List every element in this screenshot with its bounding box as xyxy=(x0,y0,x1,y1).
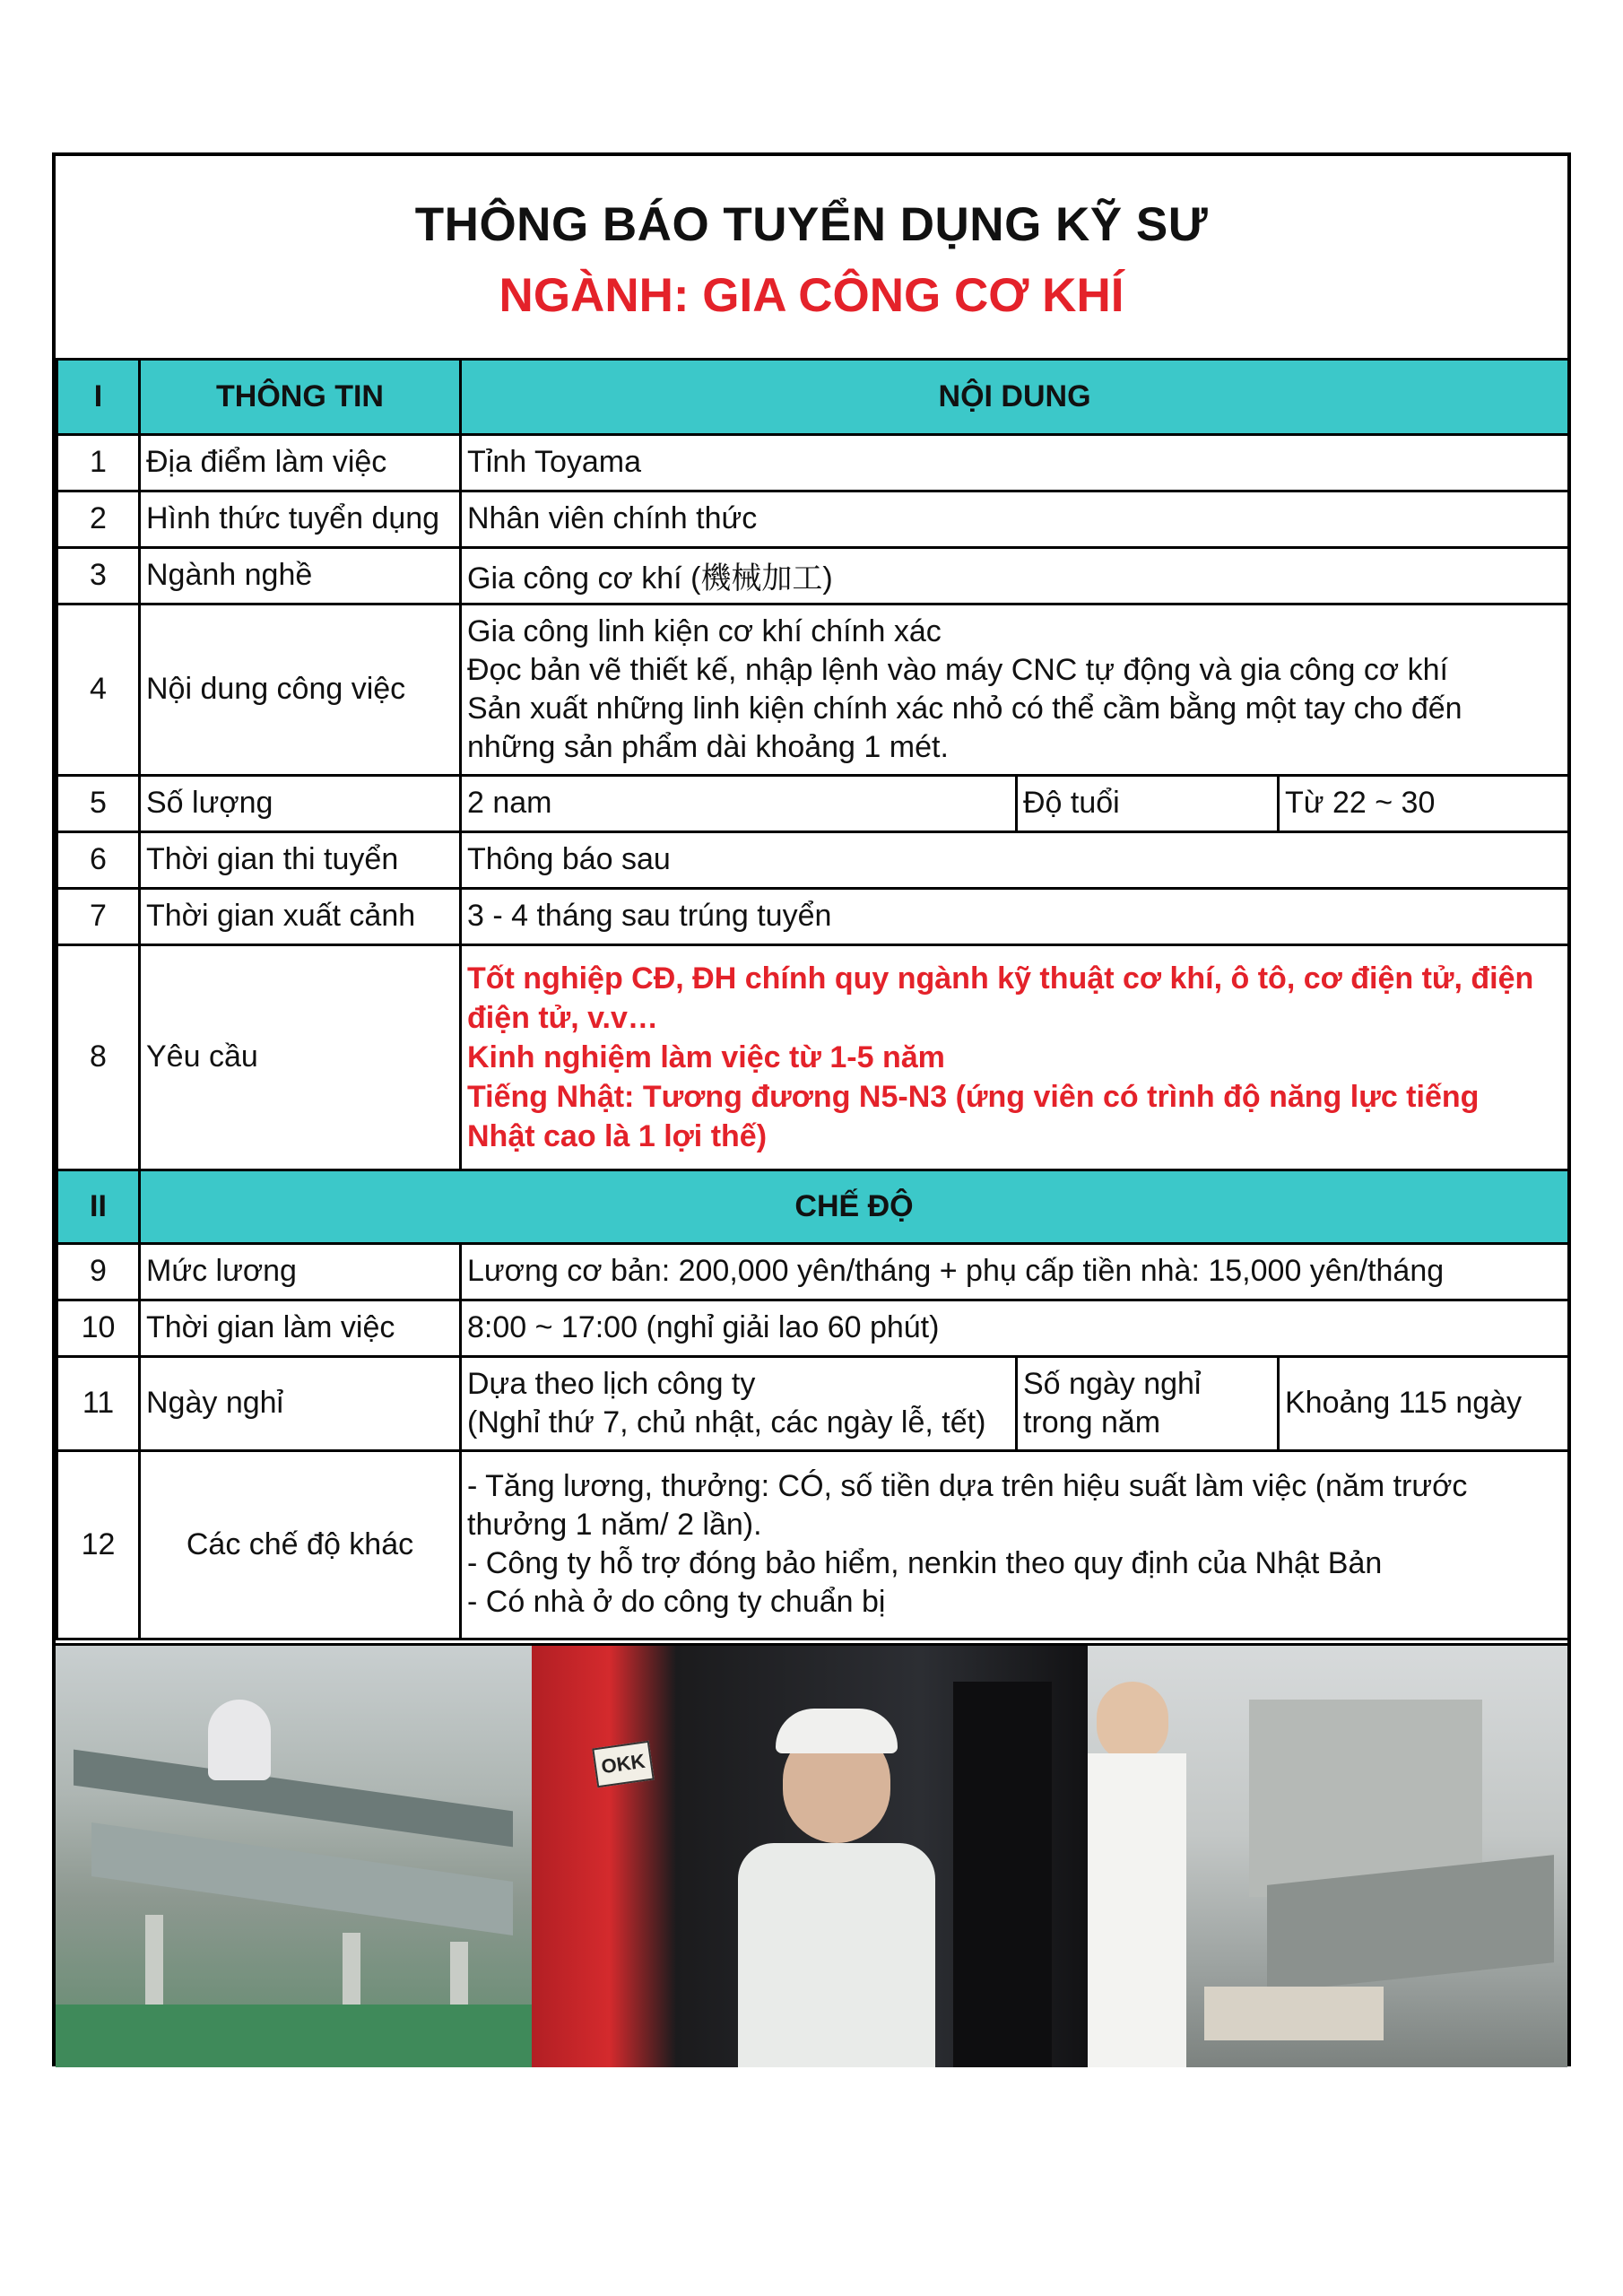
notice-header xyxy=(56,156,1567,361)
age-label: Độ tuổi xyxy=(1017,775,1279,831)
factory-assembly-photo xyxy=(56,1646,532,2067)
table-row xyxy=(57,1300,1569,1356)
row-value: Thông báo sau xyxy=(461,831,1569,888)
row-value: 8:00 ~ 17:00 (nghỉ giải lao 60 phút) xyxy=(461,1300,1569,1356)
row-label: Thời gian xuất cảnh xyxy=(140,888,461,944)
section-roman: I xyxy=(57,361,140,434)
benefit-line: - Tăng lương, thưởng: CÓ, số tiền dựa trên hiệu suất làm việc (năm trước xyxy=(467,1469,1468,1503)
table-row xyxy=(57,888,1569,944)
table-row xyxy=(57,491,1569,547)
row-number: 9 xyxy=(57,1243,140,1300)
table-row xyxy=(57,1356,1569,1450)
requirement-line: Nhật cao là 1 lợi thế) xyxy=(467,1118,768,1153)
table-row xyxy=(57,1450,1569,1639)
section-header-info xyxy=(57,361,1569,434)
notice-title: THÔNG BÁO TUYỂN DỤNG KỸ SƯ xyxy=(414,198,1209,251)
table-row xyxy=(57,831,1569,888)
benefit-line: thưởng 1 năm/ 2 lần). xyxy=(467,1508,762,1542)
row-label: Thời gian làm việc xyxy=(140,1300,461,1356)
row-label: Nội dung công việc xyxy=(140,604,461,775)
holiday-line: Dựa theo lịch công ty xyxy=(467,1366,756,1401)
row-label: Địa điểm làm việc xyxy=(140,434,461,491)
job-line: Đọc bản vẽ thiết kế, nhập lệnh vào máy CNC tự động và gia công cơ khí xyxy=(467,652,1448,687)
row-number: 5 xyxy=(57,775,140,831)
section-roman: II xyxy=(57,1170,140,1243)
holidays-per-year-label xyxy=(1017,1356,1279,1450)
column-header-content: NỘI DUNG xyxy=(461,361,1569,434)
section-header-benefits xyxy=(57,1170,1569,1243)
holiday-count-label-line: Số ngày nghỉ xyxy=(1023,1366,1202,1401)
row-label: Ngày nghỉ xyxy=(140,1356,461,1450)
row-value: 3 - 4 tháng sau trúng tuyển xyxy=(461,888,1569,944)
row-value: Nhân viên chính thức xyxy=(461,491,1569,547)
requirement-line: điện tử, v.v… xyxy=(467,1000,658,1035)
row-number: 8 xyxy=(57,944,140,1170)
row-number: 12 xyxy=(57,1450,140,1639)
row-number: 6 xyxy=(57,831,140,888)
requirement-line: Tiếng Nhật: Tương đương N5-N3 (ứng viên có trình độ năng lực tiếng xyxy=(467,1079,1480,1114)
row-label: Hình thức tuyển dụng xyxy=(140,491,461,547)
table-row xyxy=(57,944,1569,1170)
requirement-line: Tốt nghiệp CĐ, ĐH chính quy ngành kỹ thuật cơ khí, ô tô, cơ điện tử, điện xyxy=(467,961,1534,996)
row-label: Số lượng xyxy=(140,775,461,831)
job-line: Gia công linh kiện cơ khí chính xác xyxy=(467,613,942,648)
table-row xyxy=(57,547,1569,604)
row-value xyxy=(461,1450,1569,1639)
row-number: 2 xyxy=(57,491,140,547)
notice-subtitle: NGÀNH: GIA CÔNG CƠ KHÍ xyxy=(499,269,1124,322)
holiday-line: (Nghỉ thứ 7, chủ nhật, các ngày lễ, tết) xyxy=(467,1405,986,1439)
job-line: những sản phẩm dài khoảng 1 mét. xyxy=(467,729,949,764)
table-row xyxy=(57,1243,1569,1300)
row-value xyxy=(461,1356,1017,1450)
recruitment-notice xyxy=(52,152,1571,2066)
row-number: 1 xyxy=(57,434,140,491)
row-label: Thời gian thi tuyển xyxy=(140,831,461,888)
row-number: 4 xyxy=(57,604,140,775)
table-row xyxy=(57,604,1569,775)
okk-machine-label: OKK xyxy=(593,1741,655,1787)
row-number: 3 xyxy=(57,547,140,604)
benefit-line: - Có nhà ở do công ty chuẩn bị xyxy=(467,1585,886,1619)
info-table xyxy=(56,361,1570,1640)
holiday-count-label-line: trong năm xyxy=(1023,1405,1161,1439)
row-value: Lương cơ bản: 200,000 yên/tháng + phụ cấp tiền nhà: 15,000 yên/tháng xyxy=(461,1243,1569,1300)
table-row xyxy=(57,775,1569,831)
row-value xyxy=(461,604,1569,775)
row-label: Yêu cầu xyxy=(140,944,461,1170)
row-number: 11 xyxy=(57,1356,140,1450)
row-value: 2 nam xyxy=(461,775,1017,831)
cnc-operator-photo xyxy=(532,1646,1087,2067)
row-value: Tỉnh Toyama xyxy=(461,434,1569,491)
benefit-line: - Công ty hỗ trợ đóng bảo hiểm, nenkin theo quy định của Nhật Bản xyxy=(467,1546,1383,1580)
row-label: Các chế độ khác xyxy=(140,1450,461,1639)
row-value: Gia công cơ khí (機械加工) xyxy=(461,547,1569,604)
column-header-info: THÔNG TIN xyxy=(140,361,461,434)
machine-workshop-photo xyxy=(1088,1646,1567,2067)
row-label: Mức lương xyxy=(140,1243,461,1300)
row-label: Ngành nghề xyxy=(140,547,461,604)
row-number: 7 xyxy=(57,888,140,944)
requirements-value xyxy=(461,944,1569,1170)
table-row xyxy=(57,434,1569,491)
age-value: Từ 22 ~ 30 xyxy=(1279,775,1569,831)
photo-strip xyxy=(56,1643,1567,2067)
holidays-per-year-value: Khoảng 115 ngày xyxy=(1279,1356,1569,1450)
section-title: CHẾ ĐỘ xyxy=(140,1170,1569,1243)
row-number: 10 xyxy=(57,1300,140,1356)
requirement-line: Kinh nghiệm làm việc từ 1-5 năm xyxy=(467,1039,945,1074)
job-line: Sản xuất những linh kiện chính xác nhỏ có thể cầm bằng một tay cho đến xyxy=(467,691,1462,726)
